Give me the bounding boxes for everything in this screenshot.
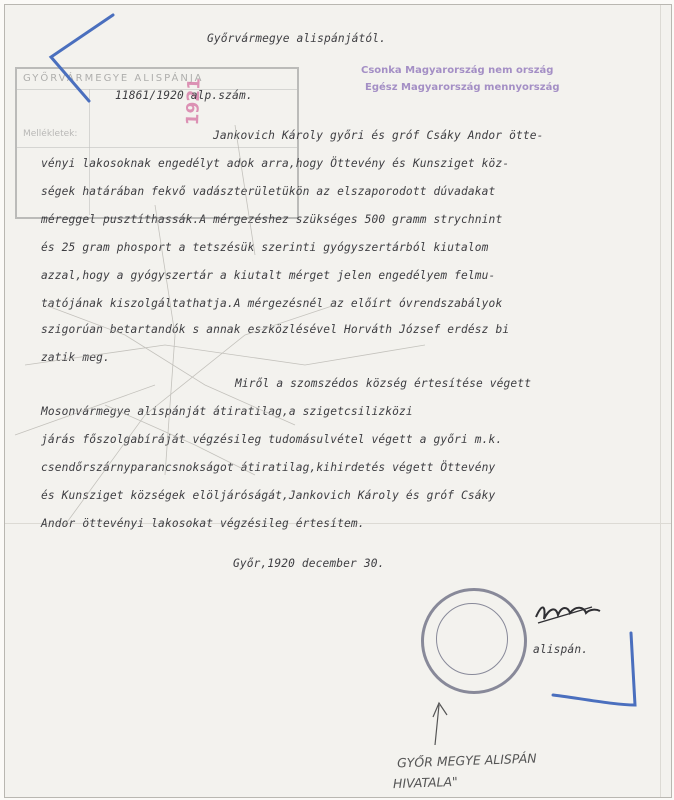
blue-corner-mark-bottom	[553, 633, 635, 705]
handwritten-note-line2: HIVATALA"	[392, 773, 458, 792]
body-line: zatik meg.	[41, 351, 110, 364]
arrow-icon	[433, 703, 447, 745]
notice-line: Mosonvármegye alispánját átiratilag,a szigetcsilizközi	[41, 405, 413, 418]
notice-line: Andor öttevényi lakosokat végzésileg értesítem.	[41, 517, 365, 530]
notice-line: csendőrszárnyparancsnokságot átiratilag,kihirdetés végett Öttevény	[41, 461, 496, 474]
date-line: Győr,1920 december 30.	[233, 557, 385, 570]
signature-title: alispán.	[533, 643, 589, 656]
notice-line: és Kunsziget községek elöljáróságát,Jankovich Károly és gróf Csáky	[41, 489, 496, 502]
body-line: és 25 gram phosport a tetszésük szerinti gyógyszertárból kiutalom	[41, 241, 489, 254]
body-line: ségek határában fekvő vadászterületükön az elszaporodott dúvadakat	[41, 185, 496, 198]
registry-stamp-title: GYŐRVÁRMEGYE ALISPÁNJA	[23, 73, 204, 84]
blue-corner-mark-top	[51, 15, 113, 101]
body-line: vényi lakosoknak engedélyt adok arra,hogy Öttevény és Kunsziget köz-	[41, 157, 510, 170]
handwritten-note-line1: GYŐR MEGYE ALISPÁN	[396, 750, 537, 771]
body-line: méreggel pusztíthassák.A mérgezéshez szükséges 500 gramm strychnint	[41, 213, 503, 226]
document-page	[4, 4, 672, 798]
header: Győrvármegye alispánjától.	[207, 32, 387, 45]
body-line: szigorúan betartandók s annak eszközlésével Horváth József erdész bi	[41, 323, 510, 336]
paper-crack-lines	[15, 125, 425, 525]
notice-line: Miről a szomszédos község értesítése végett	[235, 377, 532, 390]
reference-number: 11861/1920 alp.szám.	[115, 89, 253, 102]
slogan-stamp-line1: Csonka Magyarország nem ország	[361, 65, 554, 76]
body-line: Jankovich Károly győri és gróf Csáky Andor ötte-	[213, 129, 544, 142]
notice-line: járás főszolgabíráját végzésileg tudomásulvétel végett a győri m.k.	[41, 433, 503, 446]
registry-stamp-label: Mellékletek:	[23, 129, 78, 139]
registry-mark: 1921	[183, 77, 205, 126]
ink-marks-overlay	[5, 5, 671, 797]
slogan-stamp-line2: Egész Magyarország mennyország	[365, 82, 560, 93]
body-line: tatójának kiszolgáltathatja.A mérgezésnél az előírt óvrendszabályok	[41, 297, 503, 310]
body-line: azzal,hogy a gyógyszertár a kiutalt mérget jelen engedélyem felmu-	[41, 269, 496, 282]
